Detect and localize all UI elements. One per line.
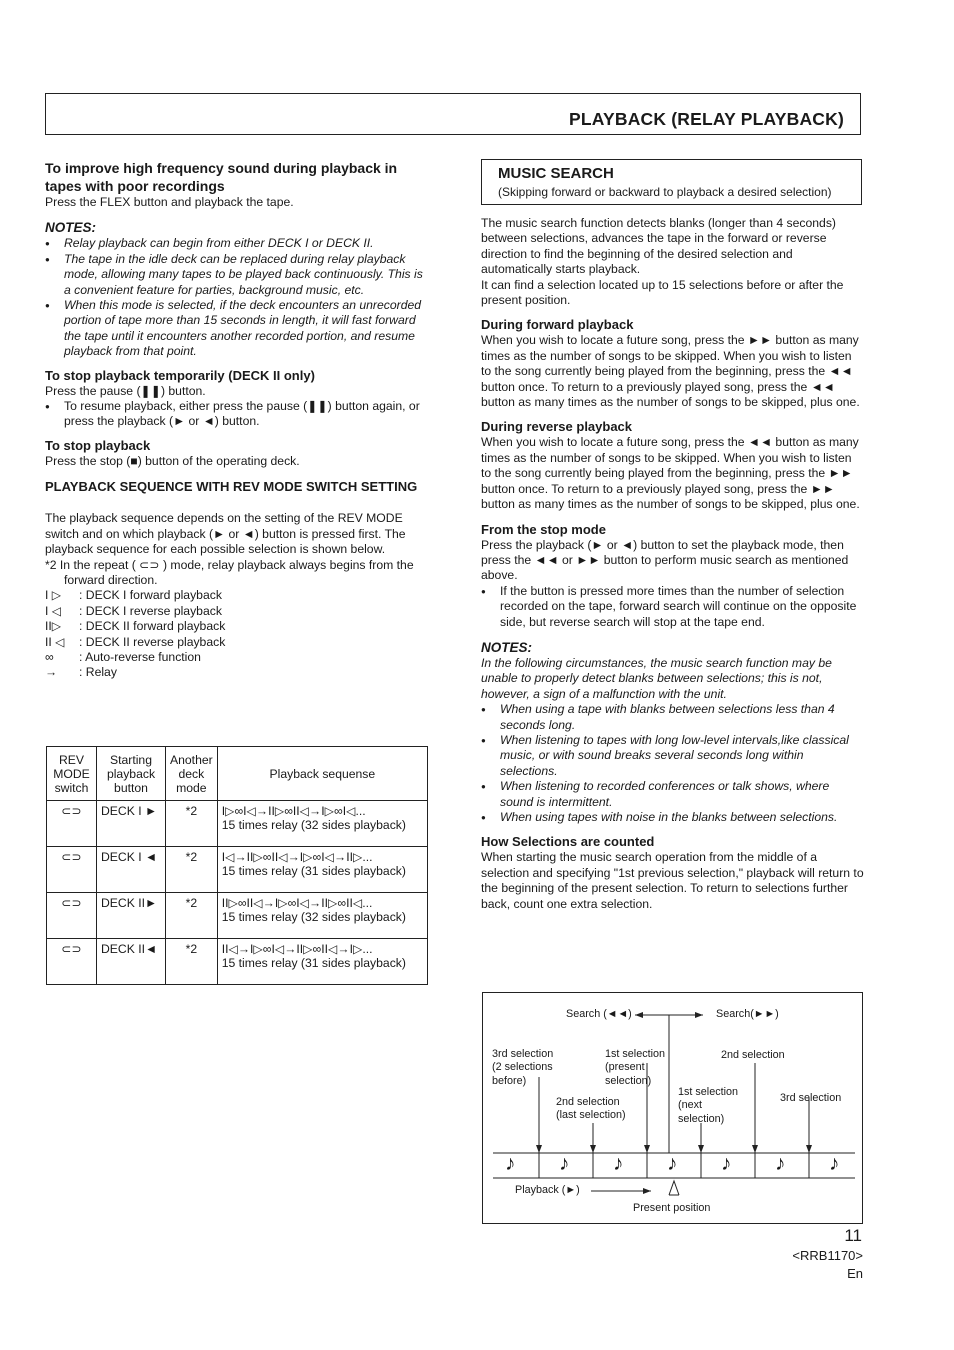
music-note-icon: ♪	[613, 1152, 624, 1175]
legend-desc: : DECK I forward playback	[79, 588, 222, 603]
list-item: ● When listening to tapes with long low-level intervals,like classical music, or with sound breaks several seconds long within selections.	[481, 733, 864, 779]
legend-item	[45, 665, 429, 680]
notes-list	[481, 702, 864, 825]
seq-line: I◁→II▷∞II◁→I▷∞I◁→II▷...	[221, 850, 373, 864]
sel1-prev-label	[605, 1048, 665, 1088]
legend-symbol: II▷	[45, 619, 62, 634]
music-search-title: MUSIC SEARCH	[498, 165, 614, 182]
sel2-prev-label	[556, 1096, 626, 1123]
table-row	[47, 801, 428, 847]
stop-text: Press the stop (■) button of the operating deck.	[45, 453, 300, 468]
stop-mode-list	[481, 584, 864, 630]
reverse-text: When you wish to locate a future song, press the ◄◄ button as many times as the number of songs to be skipped. When you wish to listen to the song currently being played from the beginning, press the ►► button once. To return to a previously played song, press the ►► button as many times as the number of songs to be skipped, plus one.	[481, 435, 860, 512]
cell-seq	[217, 847, 427, 893]
stop-temp-heading: To stop playback temporarily (DECK II only)	[45, 367, 315, 383]
legend	[45, 588, 429, 680]
cell-start: DECK II►	[97, 893, 166, 939]
label-line: 3rd selection	[492, 1048, 554, 1060]
cell-another: *2	[166, 847, 218, 893]
music-intro-2: It can find a selection located up to 15 selections before or after the present position.	[481, 277, 844, 308]
legend-desc: : Relay	[79, 665, 117, 680]
table-row	[47, 847, 428, 893]
cell-another: *2	[166, 801, 218, 847]
sel2-next-label: 2nd selection	[721, 1049, 785, 1061]
stop-mode-text: Press the playback (► or ◄) button to set the playback mode, then press the ◄◄ or ►► button to perform music search as mentioned above.	[481, 537, 849, 583]
selection-diagram	[482, 992, 863, 1224]
language-code: En	[847, 1266, 863, 1281]
sequence-text: The playback sequence depends on the setting of the REV MODE switch and on which playback (► or ◄) button is pressed first. The playback sequence for each possible selection is shown below.	[45, 511, 406, 557]
table-header-row	[47, 747, 428, 801]
label-line: (present	[605, 1061, 645, 1074]
music-search-subtitle: (Skipping forward or backward to playback a desired selection)	[498, 185, 832, 199]
reverse-heading: During reverse playback	[481, 419, 633, 435]
legend-item	[45, 619, 429, 634]
cell-start: DECK II◄	[97, 939, 166, 985]
sequence-footnote: *2 In the repeat ( ⊂⊃ ) mode, relay playback always begins from the forward direction.	[45, 557, 414, 587]
seq-times: 15 times relay (31 sides playback)	[221, 864, 406, 878]
legend-desc: : Auto-reverse function	[79, 649, 201, 664]
legend-desc: : DECK II forward playback	[79, 619, 226, 634]
music-note-icon: ♪	[829, 1152, 840, 1175]
label-line: 2nd selection	[556, 1096, 620, 1108]
search-back-label: Search (◄◄)	[566, 1008, 632, 1020]
cell-seq	[217, 939, 427, 985]
cell-another: *2	[166, 893, 218, 939]
legend-symbol: →	[45, 665, 58, 680]
stop-temp-list	[45, 399, 429, 430]
label-line: selection)	[605, 1074, 652, 1087]
cell-rev: ⊂⊃	[47, 801, 97, 847]
label-line: selection)	[678, 1112, 725, 1125]
legend-desc: : DECK II reverse playback	[79, 634, 226, 649]
counted-heading: How Selections are counted	[481, 834, 655, 850]
list-item: ● The tape in the idle deck can be replaced during relay playback mode, allowing many tapes to be played back continuously. This is a convenient feature for parties, background music, etc.	[45, 252, 429, 298]
sel1-next-label	[678, 1086, 738, 1126]
music-note-icon: ♪	[505, 1152, 516, 1175]
header-another: Another deck mode	[166, 747, 218, 801]
legend-symbol: II ◁	[45, 634, 65, 649]
label-line: before)	[492, 1074, 527, 1087]
forward-heading: During forward playback	[481, 317, 634, 333]
notes-list	[45, 236, 429, 359]
flex-heading: To improve high frequency sound during playback in tapes with poor recordings	[45, 160, 398, 194]
list-item: ● When this mode is selected, if the deck encounters an unrecorded portion of tape more than 15 seconds in length, it will fast forward the tape until it encounters another recorded portion, and resume playback from that point.	[45, 298, 429, 360]
document-code: <RRB1170>	[792, 1248, 863, 1263]
list-item: ● To resume playback, either press the pause (❚❚) button again, or press the playback (► or ◄) button.	[45, 399, 429, 430]
sequence-heading: PLAYBACK SEQUENCE WITH REV MODE SWITCH SETTING	[45, 479, 418, 495]
music-note-icon: ♪	[775, 1152, 786, 1175]
header-seq: Playback sequense	[217, 747, 427, 801]
page-title: PLAYBACK (RELAY PLAYBACK)	[568, 109, 844, 129]
seq-line: I▷∞I◁→II▷∞II◁→I▷∞I◁...	[221, 804, 366, 818]
legend-item	[45, 650, 429, 665]
seq-line: II◁→I▷∞I◁→II▷∞II◁→I▷...	[221, 942, 373, 956]
label-line: (2 selections	[492, 1061, 553, 1074]
stop-mode-heading: From the stop mode	[481, 521, 606, 537]
sequence-table	[46, 746, 428, 985]
notes-intro: In the following circumstances, the music search function may be unable to properly detect blanks between selections; this is not, however, a sign of a malfunction with the unit.	[481, 655, 832, 701]
cell-another: *2	[166, 939, 218, 985]
counted-text: When starting the music search operation from the middle of a selection and specifying "1st previous selection," playback will return to the beginning of the present selection. To return to selections further back, count one extra selection.	[481, 850, 864, 911]
right-column	[481, 216, 864, 912]
flex-text: Press the FLEX button and playback the tape.	[45, 195, 294, 209]
label-line: 1st selection	[678, 1086, 739, 1098]
label-line: 1st selection	[605, 1048, 666, 1060]
legend-item	[45, 635, 429, 650]
left-column	[45, 160, 429, 681]
search-fwd-label: Search(►►)	[716, 1008, 779, 1020]
seq-line: II▷∞II◁→I▷∞I◁→II▷∞II◁...	[221, 896, 373, 910]
cell-rev: ⊂⊃	[47, 893, 97, 939]
cell-seq	[217, 893, 427, 939]
forward-text: When you wish to locate a future song, press the ►► button as many times as the number of songs to be skipped. When you wish to listen to the song currently being played from the beginning, press the ◄◄ button once. To return to a previously played song, press the ◄◄ button as many times as the number of songs to be skipped, plus one.	[481, 333, 860, 410]
list-item: ● When using a tape with blanks between selections less than 4 seconds long.	[481, 702, 864, 733]
list-item: ● When using tapes with noise in the blanks between selections.	[481, 810, 864, 825]
legend-symbol: ∞	[45, 649, 54, 664]
cell-rev: ⊂⊃	[47, 939, 97, 985]
list-item: ● When listening to recorded conferences or talk shows, where sound is intermittent.	[481, 779, 864, 810]
header-start: Starting playback button	[97, 747, 166, 801]
cell-start: DECK I ◄	[97, 847, 166, 893]
legend-item	[45, 588, 429, 603]
cell-start: DECK I ►	[97, 801, 166, 847]
cell-seq	[217, 801, 427, 847]
stop-heading: To stop playback	[45, 437, 151, 453]
table-row	[47, 893, 428, 939]
table-row	[47, 939, 428, 985]
list-item: ● Relay playback can begin from either DECK I or DECK II.	[45, 236, 429, 251]
label-line: (last selection)	[556, 1109, 626, 1122]
sel3-next-label: 3rd selection	[780, 1092, 842, 1104]
seq-times: 15 times relay (32 sides playback)	[221, 910, 406, 924]
legend-item	[45, 604, 429, 619]
list-item: ● If the button is pressed more times than the number of selection recorded on the tape, forward search will continue on the opposite side, but reverse search will stop at the tape end.	[481, 584, 864, 630]
legend-desc: : DECK I reverse playback	[79, 603, 222, 618]
sel3-prev-label	[492, 1048, 553, 1088]
legend-symbol: I ◁	[45, 603, 62, 618]
header-rev: REV MODE switch	[47, 747, 97, 801]
stop-temp-text: Press the pause (❚❚) button.	[45, 383, 206, 398]
cell-rev: ⊂⊃	[47, 847, 97, 893]
music-intro-1: The music search function detects blanks (longer than 4 seconds) between selections, advances the tape in the forward or reverse direction to find the beginning of the desired selection and automatically starts playback.	[481, 216, 836, 277]
music-note-icon: ♪	[559, 1152, 570, 1175]
music-search-box	[481, 159, 862, 205]
playback-label: Playback (►)	[515, 1184, 580, 1196]
label-line: (next	[678, 1099, 703, 1112]
notes-heading: NOTES:	[481, 639, 533, 655]
music-note-icon: ♪	[721, 1152, 732, 1175]
seq-times: 15 times relay (32 sides playback)	[221, 818, 406, 832]
notes-heading: NOTES:	[45, 220, 97, 236]
page-number: 11	[844, 1226, 862, 1245]
header-box	[45, 93, 861, 135]
music-note-icon: ♪	[667, 1152, 678, 1175]
present-position-label: Present position	[633, 1202, 711, 1214]
legend-symbol: I ▷	[45, 588, 62, 603]
seq-times: 15 times relay (31 sides playback)	[221, 956, 406, 970]
